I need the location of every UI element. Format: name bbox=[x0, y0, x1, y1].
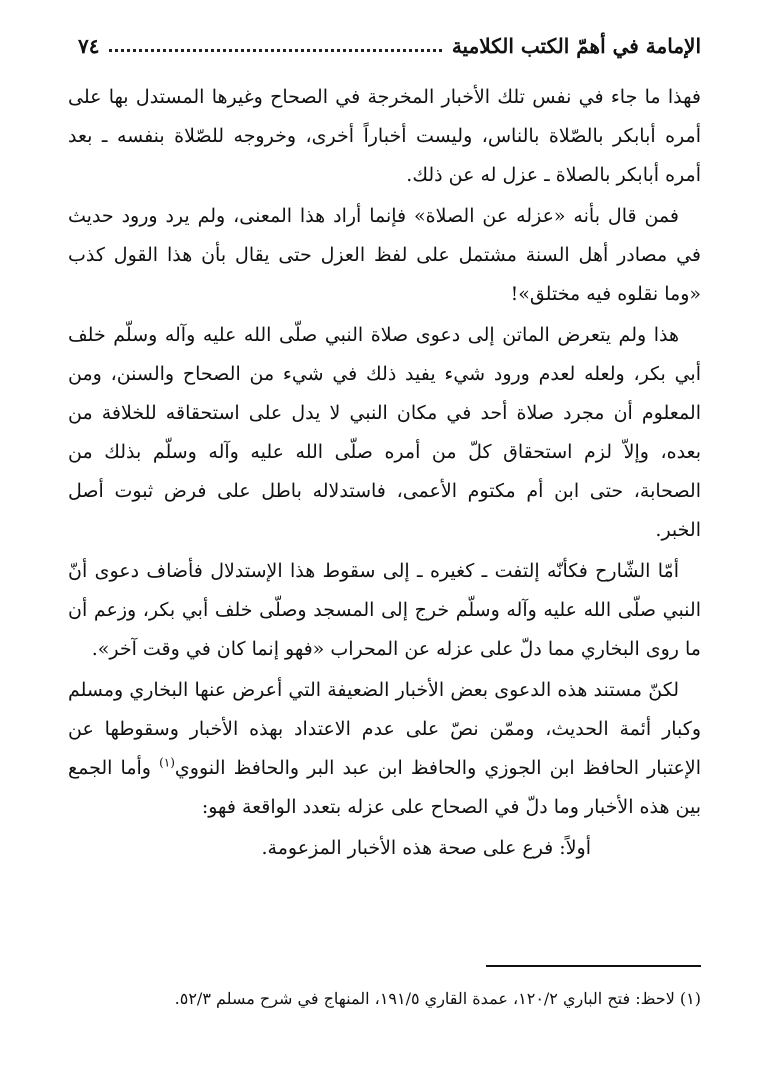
paragraph-with-footnote bbox=[68, 671, 701, 827]
paragraph-text: لكنّ مستند هذه الدعوى بعض الأخبار الضعيفة التي أعرض عنها البخاري ومسلم وكبار أئمة الحديث، وممّن نصّ على عدم الاعتداد بهذه الأخبار وسقوطها عن الإعتبار الحافظ ابن الجوزي والحافظ ابن عبد البر والحافظ النووي bbox=[68, 679, 702, 779]
running-title: الإمامة في أهمّ الكتب الكلامية bbox=[451, 34, 701, 58]
paragraph-text-tail: وأما الجمع بين هذه الأخبار وما دلّ في الصحاح على عزله بتعدد الواقعة فهو: bbox=[68, 757, 701, 818]
paragraph: أمّا الشّارح فكأنّه إلتفت ـ كغيره ـ إلى سقوط هذا الإستدلال فأضاف دعوى أنّ النبي صلّى الله عليه وآله وسلّم خرج إلى المسجد وصلّى خلف أبي بكر، وزعم أن ما روى البخاري مما دلّ على عزله عن المحراب «فهو إنما كان في وقت آخر». bbox=[68, 560, 701, 660]
page-header bbox=[68, 30, 701, 62]
paragraph: فمن قال بأنه «عزله عن الصلاة» فإنما أراد هذا المعنى، ولم يرد ورود حديث في مصادر أهل السنة مشتمل على لفظ العزل حتى يقال بأن هذا القول كذب «وما نقلوه فيه مختلق»! bbox=[68, 205, 701, 305]
paragraph: هذا ولم يتعرض الماتن إلى دعوى صلاة النبي صلّى الله عليه وآله وسلّم خلف أبي بكر، ولعله لعدم ورود شيء يفيد ذلك في شيء من الصحاح والسنن، ومن المعلوم أن مجرد صلاة أحد في مكان النبي لا يدل على استحقاقه للخلافة من بعده، وإلاّ لزم استحقاق كلّ من أمره صلّى الله عليه وآله وسلّم بذلك من الصحابة، حتى ابن أم مكتوم الأعمى، فاستدلاله باطل على فرض ثبوت أصل الخبر. bbox=[68, 324, 701, 541]
footnote-reference: (١) bbox=[159, 755, 175, 770]
header-leader-dots bbox=[109, 49, 441, 52]
list-item: أولاً: فرع على صحة هذه الأخبار المزعومة. bbox=[261, 837, 591, 859]
main-text bbox=[68, 78, 701, 870]
page-number: ٧٤ bbox=[78, 34, 100, 58]
footnote: (١) لاحظ: فتح الباري ١٢٠/٢، عمدة القاري ١٩١/٥، المنهاج في شرح مسلم ٥٢/٣. bbox=[174, 989, 701, 1008]
footnote-separator bbox=[486, 965, 701, 967]
paragraph: فهذا ما جاء في نفس تلك الأخبار المخرجة في الصحاح وغيرها المستدل بها على أمره أبابكر بالصّلاة بالناس، وليست أخباراً أخرى، وخروجه للصّلاة بنفسه ـ بعد أمره أبابكر بالصلاة ـ عزل له عن ذلك. bbox=[68, 86, 701, 186]
